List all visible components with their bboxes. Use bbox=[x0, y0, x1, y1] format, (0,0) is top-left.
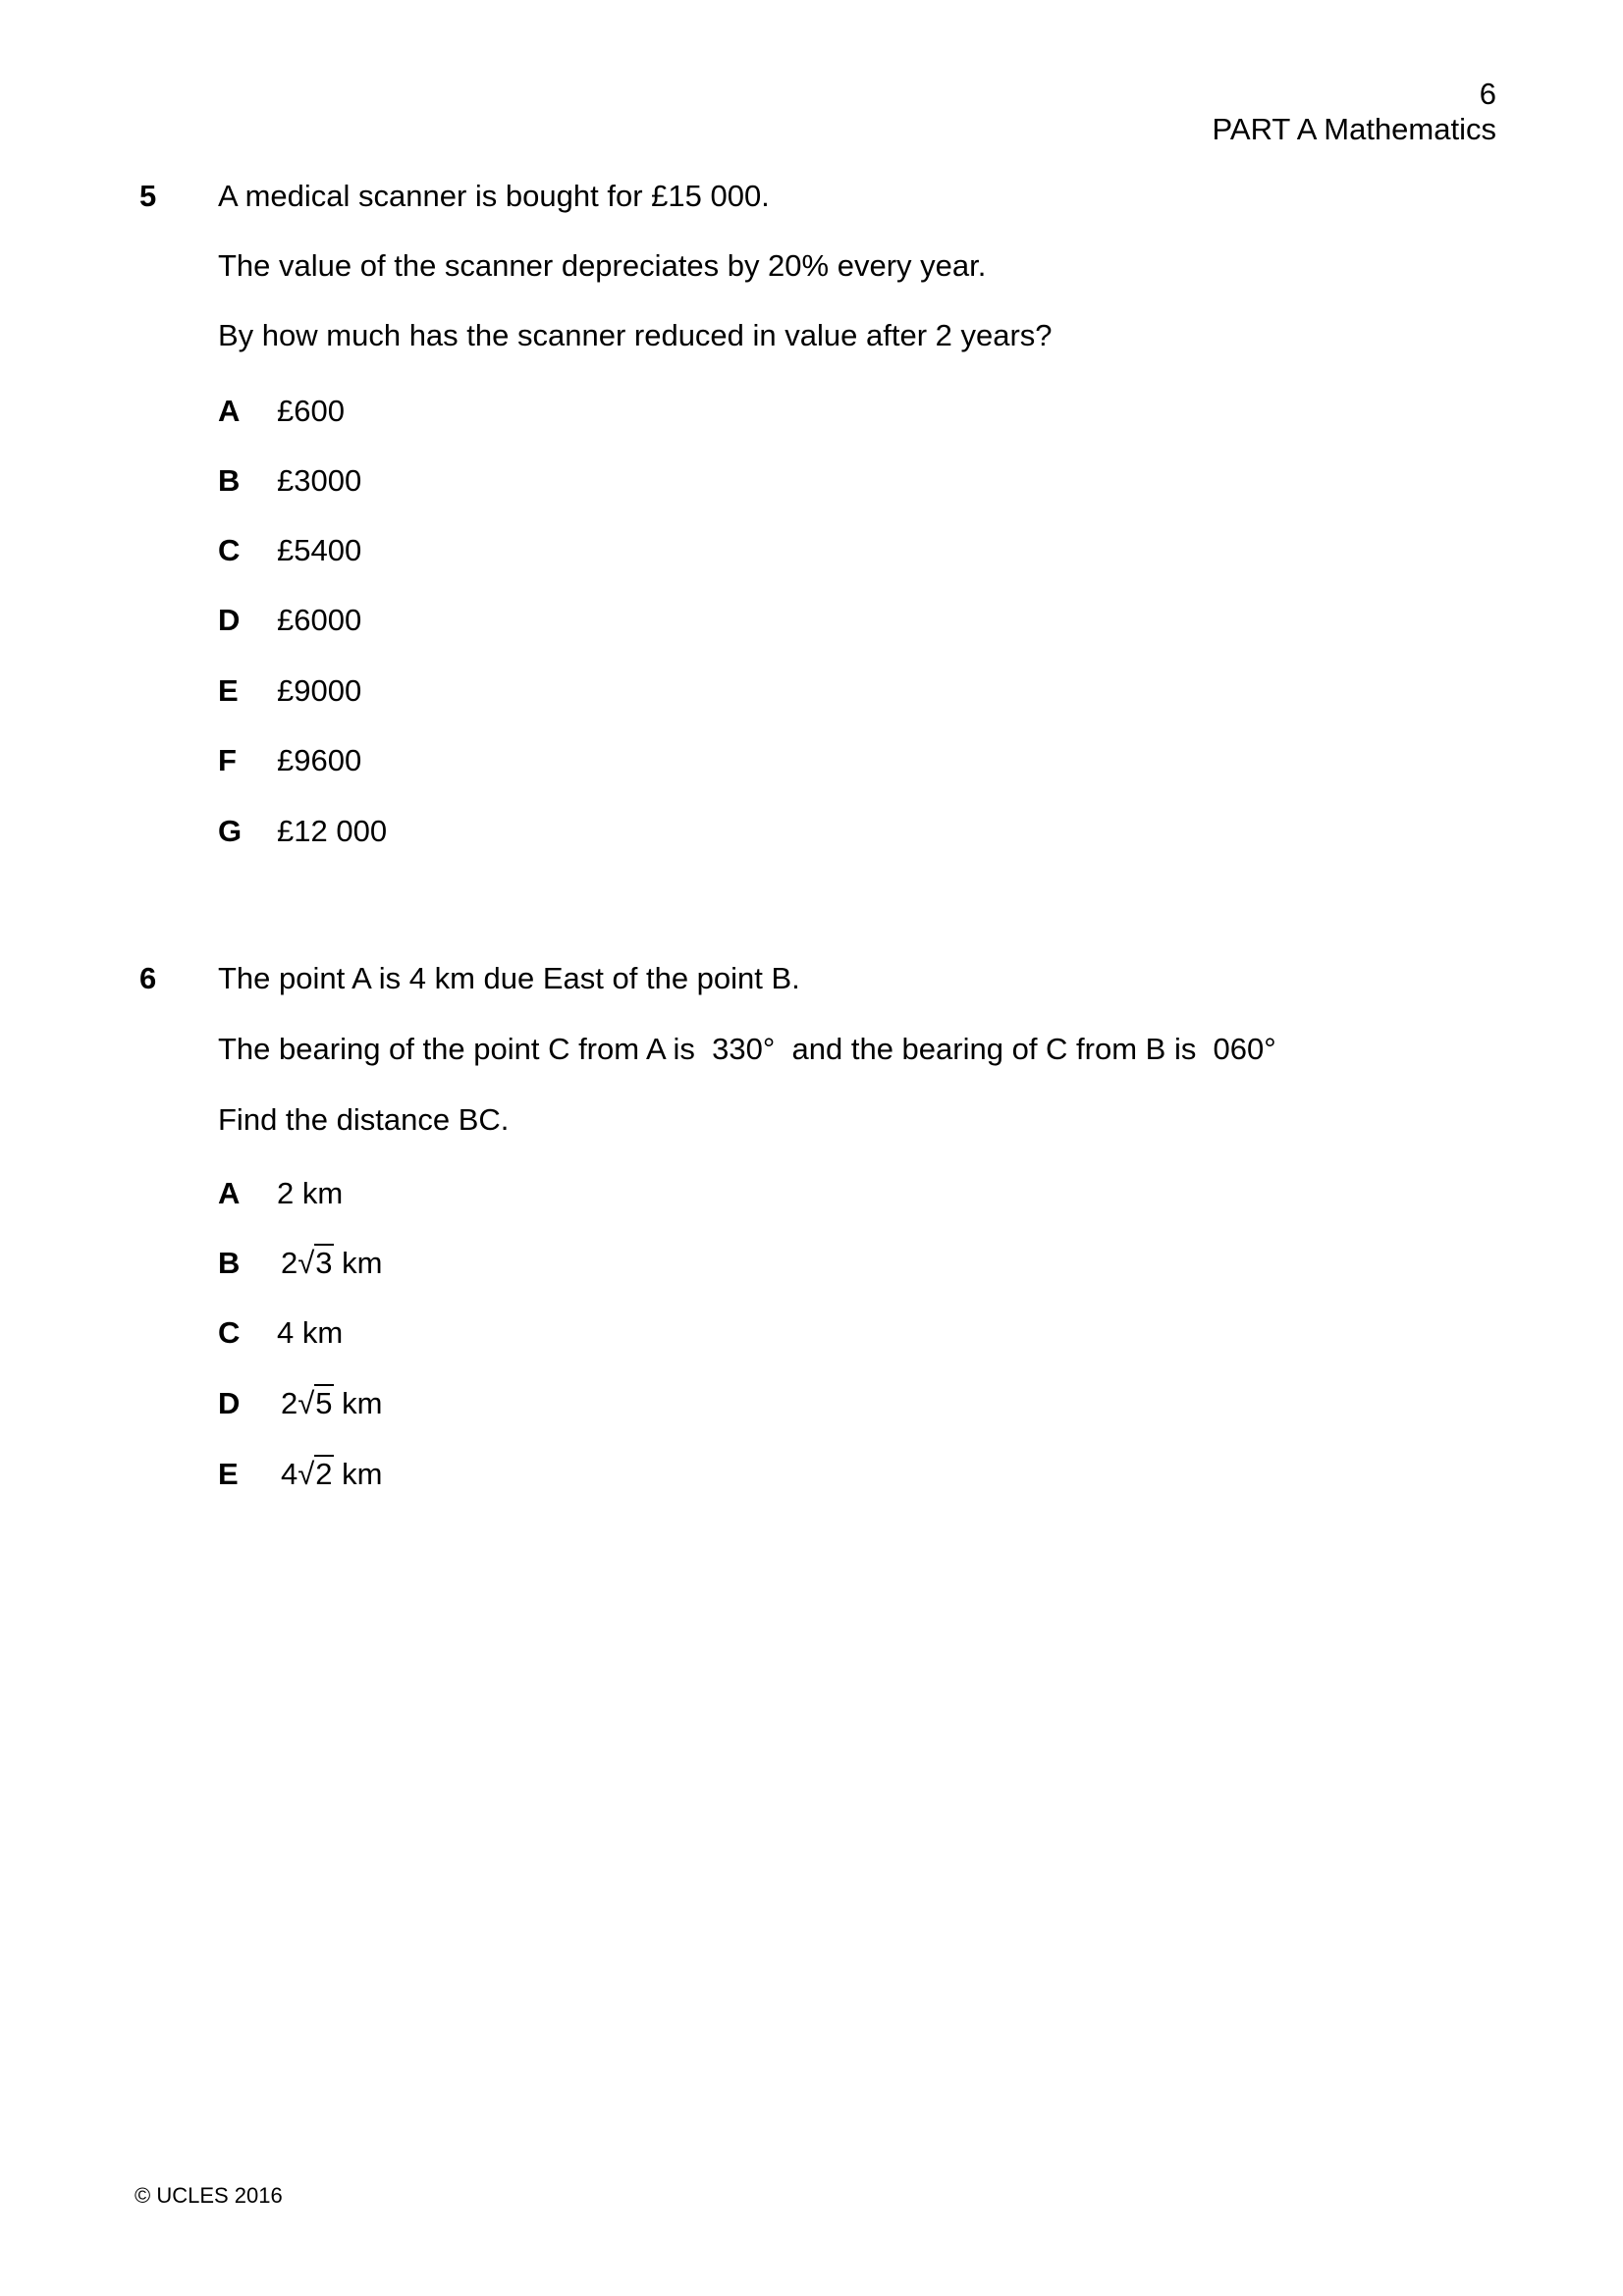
sqrt-expression bbox=[298, 1384, 333, 1423]
option-unit: km bbox=[333, 1386, 383, 1420]
option-letter: F bbox=[218, 743, 237, 777]
option-letter: D bbox=[218, 603, 241, 637]
copyright-footer: © UCLES 2016 bbox=[135, 2183, 283, 2208]
option-letter: C bbox=[218, 533, 241, 567]
option-letter: C bbox=[218, 1315, 241, 1350]
option-value bbox=[281, 1384, 382, 1423]
sqrt-expression bbox=[298, 1455, 333, 1494]
sqrt-radicand: 2 bbox=[315, 1457, 333, 1491]
question-text-line: Find the distance BC. bbox=[218, 1102, 510, 1137]
option-value: £9600 bbox=[277, 743, 362, 777]
option-value: £5400 bbox=[277, 533, 362, 567]
sqrt-icon: √ bbox=[298, 1246, 315, 1280]
question-text-line: The bearing of the point C from A is 330° and the bearing of C from B is 060° bbox=[218, 1032, 1276, 1066]
sqrt-radicand: 5 bbox=[315, 1386, 333, 1420]
sqrt-radicand: 3 bbox=[315, 1246, 333, 1280]
option-value: £6000 bbox=[277, 603, 362, 637]
option-value bbox=[281, 1244, 382, 1283]
sqrt-expression bbox=[298, 1244, 333, 1283]
sqrt-icon: √ bbox=[298, 1457, 315, 1491]
question-text-line: The point A is 4 km due East of the point B. bbox=[218, 961, 800, 995]
question-text-line: By how much has the scanner reduced in value after 2 years? bbox=[218, 318, 1053, 352]
option-value: £600 bbox=[277, 394, 345, 428]
option-letter: B bbox=[218, 1246, 241, 1280]
option-value: 2 km bbox=[277, 1176, 344, 1210]
option-letter: A bbox=[218, 394, 241, 428]
option-value: 4 km bbox=[277, 1315, 344, 1350]
sqrt-icon: √ bbox=[298, 1386, 315, 1420]
option-letter: G bbox=[218, 814, 243, 848]
option-value: £3000 bbox=[277, 463, 362, 498]
option-letter: E bbox=[218, 1457, 239, 1491]
question-number: 5 bbox=[139, 179, 157, 213]
option-value bbox=[281, 1455, 382, 1494]
sqrt-coefficient: 2 bbox=[281, 1246, 298, 1280]
option-letter: B bbox=[218, 463, 241, 498]
option-letter: E bbox=[218, 673, 239, 708]
question-text-line: The value of the scanner depreciates by 20% every year. bbox=[218, 248, 987, 283]
page-number: 6 bbox=[1479, 77, 1496, 111]
option-value: £9000 bbox=[277, 673, 362, 708]
option-letter: A bbox=[218, 1176, 241, 1210]
sqrt-coefficient: 4 bbox=[281, 1457, 298, 1491]
question-text-line: A medical scanner is bought for £15 000. bbox=[218, 179, 770, 213]
option-unit: km bbox=[333, 1457, 383, 1491]
option-value: £12 000 bbox=[277, 814, 388, 848]
sqrt-coefficient: 2 bbox=[281, 1386, 298, 1420]
option-unit: km bbox=[333, 1246, 383, 1280]
question-number: 6 bbox=[139, 961, 157, 995]
option-letter: D bbox=[218, 1386, 241, 1420]
part-title: PART A Mathematics bbox=[1212, 112, 1496, 146]
